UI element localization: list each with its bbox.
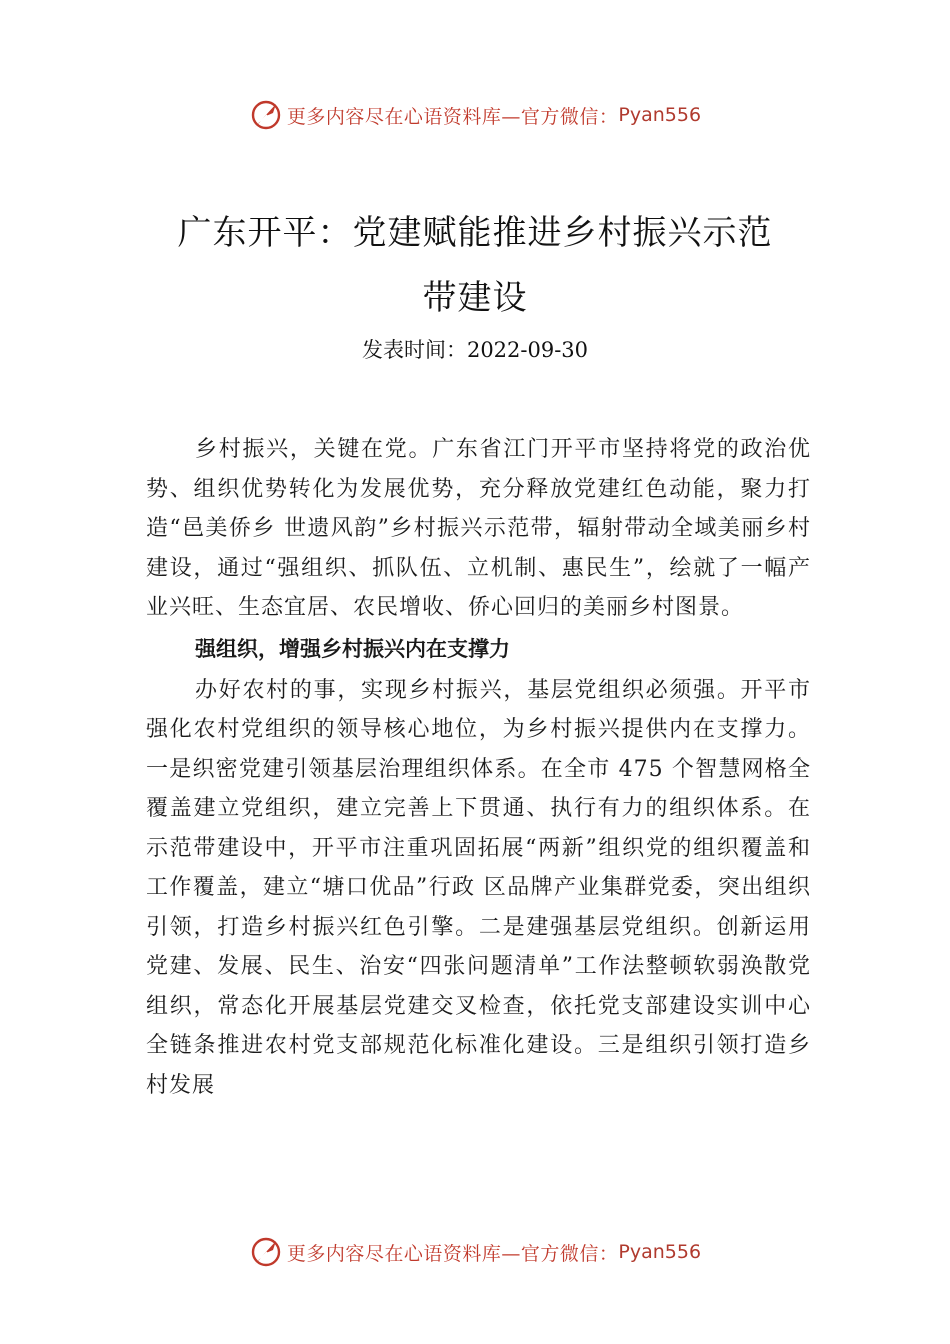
section-heading: 强组织，增强乡村振兴内在支撑力 bbox=[195, 636, 510, 661]
document-title-line-2: 带建设 bbox=[422, 278, 528, 318]
footer-banner bbox=[0, 1232, 950, 1272]
header-banner bbox=[0, 95, 950, 135]
paragraph-organization: 办好农村的事，实现乡村振兴，基层党组织必须强。开平市强化农村党组织的领导核心地位，为乡村振兴提供内在支撑力。一是织密党建引领基层治理组织体系。在全市 475 个智慧网格全覆盖建立党组织，建立完善上下贯通、执行有力的组织体系。在示范带建设中，开平市注重巩固拓展“两新”组织党的组织覆盖和工作覆盖，建立“塘口优品”行政 区品牌产业集群党委，突出组织引领，打造乡村振兴红色引擎。二是建强基层党组织。创新运用党建、发展、民生、治安“四张问题清单”工作法整顿软弱涣散党组织，常态化开展基层党建交叉检查，依托党支部建设实训中心全链条推进农村党支部规范化标准化建设。三是组织引领打造乡村发展 bbox=[146, 677, 811, 1098]
quill-logo-icon bbox=[249, 1235, 283, 1269]
quill-logo-icon bbox=[249, 98, 283, 132]
article-body bbox=[146, 430, 811, 1105]
wechat-id: Pyan556 bbox=[618, 1241, 702, 1263]
banner-text: 更多内容尽在心语资料库—官方微信： bbox=[286, 105, 619, 128]
paragraph-intro: 乡村振兴，关键在党。广东省江门开平市坚持将党的政治优势、组织优势转化为发展优势，充分释放党建红色动能，聚力打造“邑美侨乡 世遗风韵”乡村振兴示范带，辐射带动全域美丽乡村建设，通过“强组织、抓队伍、立机制、惠民生”，绘就了一幅产业兴旺、生态宜居、农民增收、侨心回归的美丽乡村图景。 bbox=[146, 437, 811, 620]
document-title-line-1: 广东开平：党建赋能推进乡村振兴示范 bbox=[177, 213, 773, 253]
wechat-id: Pyan556 bbox=[618, 104, 702, 126]
publish-date: 发表时间：2022-09-30 bbox=[361, 338, 589, 362]
banner-text: 更多内容尽在心语资料库—官方微信： bbox=[286, 1242, 619, 1265]
